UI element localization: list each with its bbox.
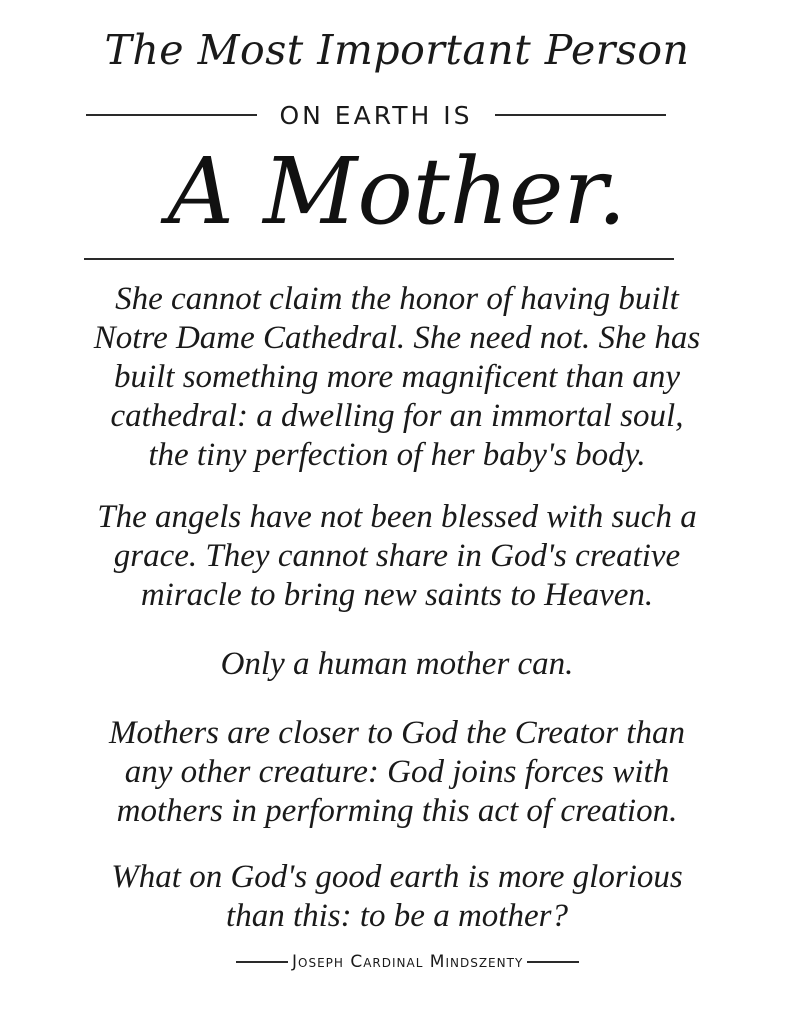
- paragraph-4: [60, 714, 734, 831]
- paragraph-5-line: What on God's good earth is more glorious: [111, 859, 683, 895]
- title-underline-rule: [84, 258, 674, 260]
- paragraph-5-line: than this: to be a mother?: [226, 898, 568, 934]
- paragraph-1-line: She cannot claim the honor of having built: [115, 281, 679, 317]
- title-main: A Mother.: [167, 138, 627, 245]
- attribution-right-rule: [527, 961, 579, 963]
- paragraph-1: [60, 280, 734, 475]
- paragraph-1-line: the tiny perfection of her baby's body.: [148, 437, 646, 473]
- paragraph-5: [60, 858, 734, 936]
- subtitle-left-rule: [86, 114, 257, 116]
- paragraph-2-line: miracle to bring new saints to Heaven.: [140, 577, 654, 613]
- paragraph-1-line: built something more magnificent than any: [113, 359, 681, 395]
- paragraph-3-line: Only a human mother can.: [220, 646, 574, 682]
- paragraph-1-line: cathedral: a dwelling for an immortal soul,: [110, 398, 684, 434]
- paragraph-2: [60, 498, 734, 615]
- paragraph-1-line: Notre Dame Cathedral. She need not. She has: [93, 320, 701, 356]
- paragraph-4-line: Mothers are closer to God the Creator than: [109, 715, 685, 751]
- subtitle: ON EARTH IS: [279, 100, 473, 130]
- paragraph-4-line: mothers in performing this act of creation.: [116, 793, 678, 829]
- subtitle-row: [86, 98, 666, 132]
- paragraph-3: [60, 645, 734, 684]
- subtitle-right-rule: [495, 114, 666, 116]
- paragraph-2-line: grace. They cannot share in God's creative: [113, 538, 681, 574]
- attribution: Joseph Cardinal Mindszenty: [292, 952, 524, 972]
- paragraph-4-line: any other creature: God joins forces with: [124, 754, 670, 790]
- attribution-row: [236, 950, 602, 974]
- attribution-left-rule: [236, 961, 288, 963]
- title-top: The Most Important Person: [104, 26, 690, 74]
- paragraph-2-line: The angels have not been blessed with such a: [97, 499, 697, 535]
